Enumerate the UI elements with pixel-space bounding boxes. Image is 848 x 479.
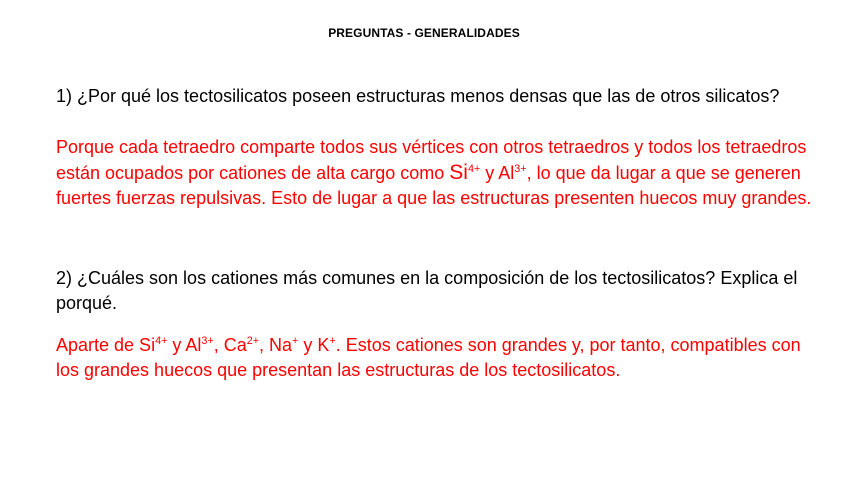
- answer-1-al-charge: 3+: [514, 163, 527, 175]
- answer-2-si-charge: 4+: [155, 335, 168, 347]
- answer-2-ca: , Ca: [213, 335, 247, 355]
- answer-1-conjunction-al: y Al: [480, 163, 515, 183]
- answer-2-lead: Aparte de Si: [56, 335, 156, 355]
- answer-1: [56, 135, 826, 211]
- answer-2-na: , Na: [259, 335, 293, 355]
- answer-2-k: y K: [298, 335, 330, 355]
- answer-2-rest: . Estos cationes son grandes y, por tanto, compatibles con los grandes huecos que presentan las estructuras de los tectosilicatos.: [56, 335, 801, 380]
- answer-1-si-charge: 4+: [467, 163, 481, 175]
- answer-1-si: Si: [449, 161, 468, 184]
- answer-2-na-charge: +: [292, 335, 299, 347]
- answer-2-ca-charge: 2+: [246, 335, 260, 347]
- answer-2-al: y Al: [167, 335, 202, 355]
- answer-2: [56, 333, 826, 383]
- answer-2-k-charge: +: [329, 335, 336, 347]
- answer-1-text-end: , lo que da lugar a que se generen fuertes fuerzas repulsivas. Esto de lugar a que las estructuras presenten huecos muy grandes.: [56, 163, 812, 208]
- answer-2-al-charge: 3+: [201, 335, 214, 347]
- question-1: 1) ¿Por qué los tectosilicatos poseen estructuras menos densas que las de otros silicatos?: [56, 86, 780, 106]
- page-title: PREGUNTAS - GENERALIDADES: [328, 26, 520, 40]
- question-2: 2) ¿Cuáles son los cationes más comunes en la composición de los tectosilicatos? Explica el porqué.: [56, 268, 798, 313]
- answer-1-text-start: Porque cada tetraedro comparte todos sus vértices con otros tetraedros y todos los tetraedros están ocupados por cationes de alta cargo como: [56, 137, 807, 183]
